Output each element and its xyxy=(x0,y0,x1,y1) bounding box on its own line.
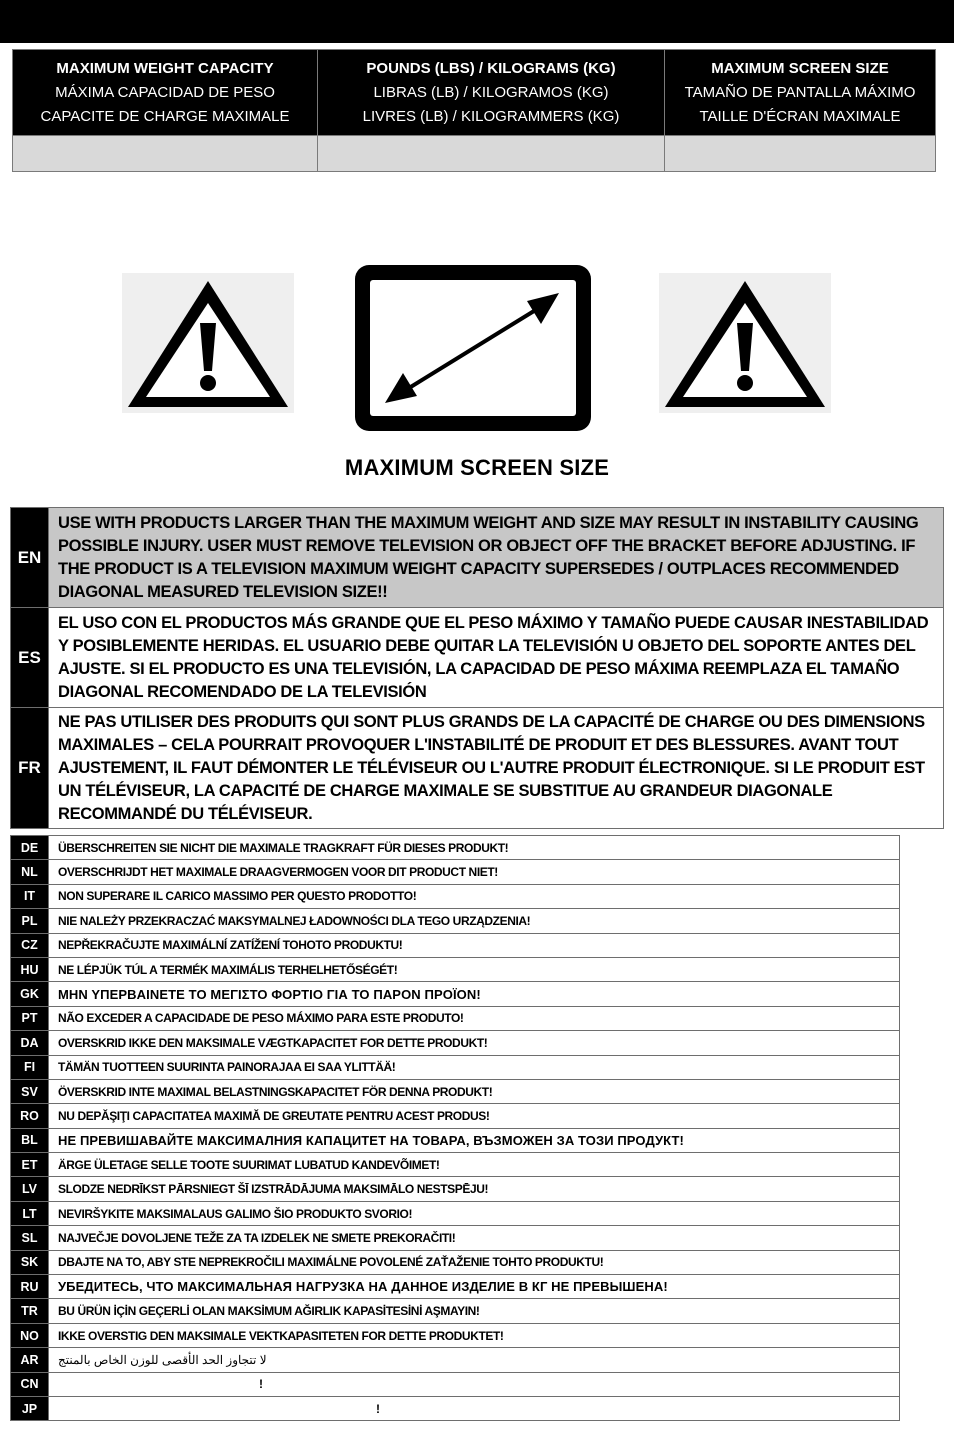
language-code: FR xyxy=(11,708,49,829)
spec-value-row xyxy=(13,136,936,172)
language-code: CZ xyxy=(11,933,49,957)
list-item xyxy=(11,1201,900,1225)
language-code: IT xyxy=(11,884,49,908)
language-text: NE LÉPJÜK TÚL A TERMÉK MAXIMÁLIS TERHELHETŐSÉGÉT! xyxy=(49,957,900,981)
language-text: ! xyxy=(49,1372,900,1396)
screen-diagonal-icon xyxy=(351,261,595,435)
language-code: LV xyxy=(11,1177,49,1201)
language-text: NEPŘEKRAČUJTE MAXIMÁLNÍ ZATÍŽENÍ TOHOTO PRODUKTU! xyxy=(49,933,900,957)
spec-header-line: LIBRAS (LB) / KILOGRAMOS (KG) xyxy=(373,83,609,101)
language-code: JP xyxy=(11,1396,49,1420)
warning-triangle-icon xyxy=(122,273,294,413)
language-code: CN xyxy=(11,1372,49,1396)
list-item xyxy=(11,860,900,884)
language-text: NEVIRŠYKITE MAKSIMALAUS GALIMO ŠIO PRODUKTO SVORIO! xyxy=(49,1201,900,1225)
list-item xyxy=(11,1396,900,1420)
list-item xyxy=(11,1348,900,1372)
list-item xyxy=(11,1275,900,1299)
spec-value-units xyxy=(318,136,665,172)
list-item xyxy=(11,933,900,957)
spec-header-weight xyxy=(13,50,318,136)
warning-text: NE PAS UTILISER DES PRODUITS QUI SONT PLUS GRANDS DE LA CAPACITÉ DE CHARGE OU DES DIMENSIONS MAXIMALES – CELA POURRAIT PROVOQUER L'INSTABILITÉ DE PRODUIT ET DES BLESSURES. AVANT TOUT AJUSTEMENT, IL FAUT DÉMONTER LE TÉLÉVISEUR OU L'AUTRE PRODUIT ÉLECTRONIQUE. SI LE PRODUIT EST UN TÉLÉVISEUR, LA CAPACITÉ DE CHARGE MAXIMALE SE SUBSTITUE AU GRANDEUR DIAGONALE RECOMMANDÉ DU TÉLÉVISEUR. xyxy=(49,708,944,829)
warning-text: USE WITH PRODUCTS LARGER THAN THE MAXIMUM WEIGHT AND SIZE MAY RESULT IN INSTABILITY CAUSING POSSIBLE INJURY. USER MUST REMOVE TELEVISION OR OBJECT OFF THE BRACKET BEFORE ADJUSTING. IF THE PRODUCT IS A TELEVISION MAXIMUM WEIGHT CAPACITY SUPERSEDES / OUTPLACES RECOMMENDED DIAGONAL MEASURED TELEVISION SIZE!! xyxy=(49,508,944,608)
warning-table xyxy=(10,507,944,829)
screen-size-title: MAXIMUM SCREEN SIZE xyxy=(344,455,610,480)
language-text: NON SUPERARE IL CARICO MASSIMO PER QUESTO PRODOTTO! xyxy=(49,884,900,908)
language-text: NÃO EXCEDER A CAPACIDADE DE PESO MÁXIMO PARA ESTE PRODUTO! xyxy=(49,1006,900,1030)
language-text: OVERSKRID IKKE DEN MAKSIMALE VÆGTKAPACITET FOR DETTE PRODUKT! xyxy=(49,1031,900,1055)
list-item xyxy=(11,1055,900,1079)
list-item xyxy=(11,836,900,860)
warning-row-es xyxy=(11,608,944,708)
language-text: TÄMÄN TUOTTEEN SUURINTA PAINORAJAA EI SAA YLITTÄÄ! xyxy=(49,1055,900,1079)
language-code: ES xyxy=(11,608,49,708)
list-item xyxy=(11,884,900,908)
spec-header-line: TAMAÑO DE PANTALLA MÁXIMO xyxy=(684,83,916,101)
language-text: OVERSCHRIJDT HET MAXIMALE DRAAGVERMOGEN VOOR DIT PRODUCT NIET! xyxy=(49,860,900,884)
language-text: DBAJTE NA TO, ABY STE NEPREKROČILI MAXIMÁLNE POVOLENÉ ZAŤAŽENIE TOHTO PRODUKTU! xyxy=(49,1250,900,1274)
language-code: RO xyxy=(11,1104,49,1128)
language-code: GK xyxy=(11,982,49,1006)
list-item xyxy=(11,1177,900,1201)
spec-header-line: TAILLE D'ÉCRAN MAXIMALE xyxy=(699,107,901,125)
language-text: ÄRGE ÜLETAGE SELLE TOOTE SUURIMAT LUBATUD KANDEVÕIMET! xyxy=(49,1153,900,1177)
language-code: NO xyxy=(11,1323,49,1347)
language-code: HU xyxy=(11,957,49,981)
list-item xyxy=(11,1323,900,1347)
list-item xyxy=(11,1226,900,1250)
language-text: NU DEPĂŞIŢI CAPACITATEA MAXIMĂ DE GREUTATE PENTRU ACEST PRODUS! xyxy=(49,1104,900,1128)
language-text: НЕ ПРЕВИШАВАЙТЕ МАКСИМАЛНИЯ КАПАЦИТЕТ НА ТОВАРА, ВЪЗМОЖЕН ЗА ТОЗИ ПРОДУКТ! xyxy=(49,1128,900,1152)
language-code: ET xyxy=(11,1153,49,1177)
spec-value-weight xyxy=(13,136,318,172)
list-item xyxy=(11,1372,900,1396)
spec-value-screen xyxy=(665,136,936,172)
spec-header-title: MAXIMUM SCREEN SIZE xyxy=(711,59,889,77)
list-item xyxy=(11,1299,900,1323)
language-code: SL xyxy=(11,1226,49,1250)
spec-header-line: MÁXIMA CAPACIDAD DE PESO xyxy=(55,83,275,101)
list-item xyxy=(11,1031,900,1055)
list-item xyxy=(11,957,900,981)
language-code: DA xyxy=(11,1031,49,1055)
spec-header-title: POUNDS (LBS) / KILOGRAMS (KG) xyxy=(366,59,616,77)
language-code: TR xyxy=(11,1299,49,1323)
list-item xyxy=(11,1128,900,1152)
language-text: УБЕДИТЕСЬ, ЧТО МАКСИМАЛЬНАЯ НАГРУЗКА НА ДАННОЕ ИЗДЕЛИЕ В КГ НЕ ПРЕВЫШЕНА! xyxy=(49,1275,900,1299)
list-item xyxy=(11,1250,900,1274)
language-code: PT xyxy=(11,1006,49,1030)
language-code: AR xyxy=(11,1348,49,1372)
spec-header-screen xyxy=(665,50,936,136)
list-item xyxy=(11,1104,900,1128)
spec-header-units xyxy=(318,50,665,136)
warning-text: EL USO CON EL PRODUCTOS MÁS GRANDE QUE EL PESO MÁXIMO Y TAMAÑO PUEDE CAUSAR INESTABILIDAD Y POSIBLEMENTE HERIDAS. EL USUARIO DEBE QUITAR LA TELEVISIÓN U OBJETO DEL SOPORTE ANTES DEL AJUSTE. SI EL PRODUCTO ES UNA TELEVISIÓN, LA CAPACIDAD DE PESO MÁXIMA REEMPLAZA EL TAMAÑO DIAGONAL RECOMENDADO DE LA TELEVISIÓN xyxy=(49,608,944,708)
language-code: LT xyxy=(11,1201,49,1225)
list-item xyxy=(11,1153,900,1177)
language-text: ÖVERSKRID INTE MAXIMAL BELASTNINGSKAPACITET FÖR DENNA PRODUKT! xyxy=(49,1079,900,1103)
list-item xyxy=(11,982,900,1006)
language-code: NL xyxy=(11,860,49,884)
language-text: NAJVEČJE DOVOLJENE TEŽE ZA TA IZDELEK NE SMETE PREKORAČITI! xyxy=(49,1226,900,1250)
top-black-bar xyxy=(0,0,954,43)
language-text: ÜBERSCHREITEN SIE NICHT DIE MAXIMALE TRAGKRAFT FÜR DIESES PRODUKT! xyxy=(49,836,900,860)
spec-header-title: MAXIMUM WEIGHT CAPACITY xyxy=(56,59,274,77)
spec-header-line: CAPACITE DE CHARGE MAXIMALE xyxy=(40,107,290,125)
warning-row-fr xyxy=(11,708,944,829)
warning-row-en xyxy=(11,508,944,608)
language-code: SK xyxy=(11,1250,49,1274)
spec-table xyxy=(12,49,936,172)
list-item xyxy=(11,1006,900,1030)
language-list xyxy=(10,835,900,1421)
language-code: BL xyxy=(11,1128,49,1152)
language-code: SV xyxy=(11,1079,49,1103)
language-text: NIE NALEŻY PRZEKRACZAĆ MAKSYMALNEJ ŁADOWNOŚCI DLA TEGO URZĄDZENIA! xyxy=(49,909,900,933)
language-code: RU xyxy=(11,1275,49,1299)
language-text: ! xyxy=(49,1396,900,1420)
language-text: ΜΗΝ ΥΠΕΡΒΑΙΝΕΤΕ ΤΟ ΜΕΓΙΣΤΟ ΦΟΡΤΙΟ ΓΙΑ ΤΟ ΠΑΡΟΝ ΠΡΟΪΟΝ! xyxy=(49,982,900,1006)
language-code: PL xyxy=(11,909,49,933)
spec-header-line: LIVRES (LB) / KILOGRAMMERS (KG) xyxy=(362,107,620,125)
spec-header-row xyxy=(13,50,936,136)
language-text: IKKE OVERSTIG DEN MAKSIMALE VEKTKAPASITETEN FOR DETTE PRODUKTET! xyxy=(49,1323,900,1347)
language-code: DE xyxy=(11,836,49,860)
language-text: SLODZE NEDRĪKST PĀRSNIEGT ŠĪ IZSTRĀDĀJUMA MAKSIMĀLO NESTSPĒJU! xyxy=(49,1177,900,1201)
list-item xyxy=(11,1079,900,1103)
language-text: BU ÜRÜN İÇİN GEÇERLİ OLAN MAKSİMUM AĞIRLIK KAPASİTESİNİ AŞMAYIN! xyxy=(49,1299,900,1323)
language-code: EN xyxy=(11,508,49,608)
warning-triangle-icon xyxy=(659,273,831,413)
language-text: لا تتجاوز الحد الأقصى للوزن الخاص بالمنتج xyxy=(49,1348,900,1372)
list-item xyxy=(11,909,900,933)
language-code: FI xyxy=(11,1055,49,1079)
